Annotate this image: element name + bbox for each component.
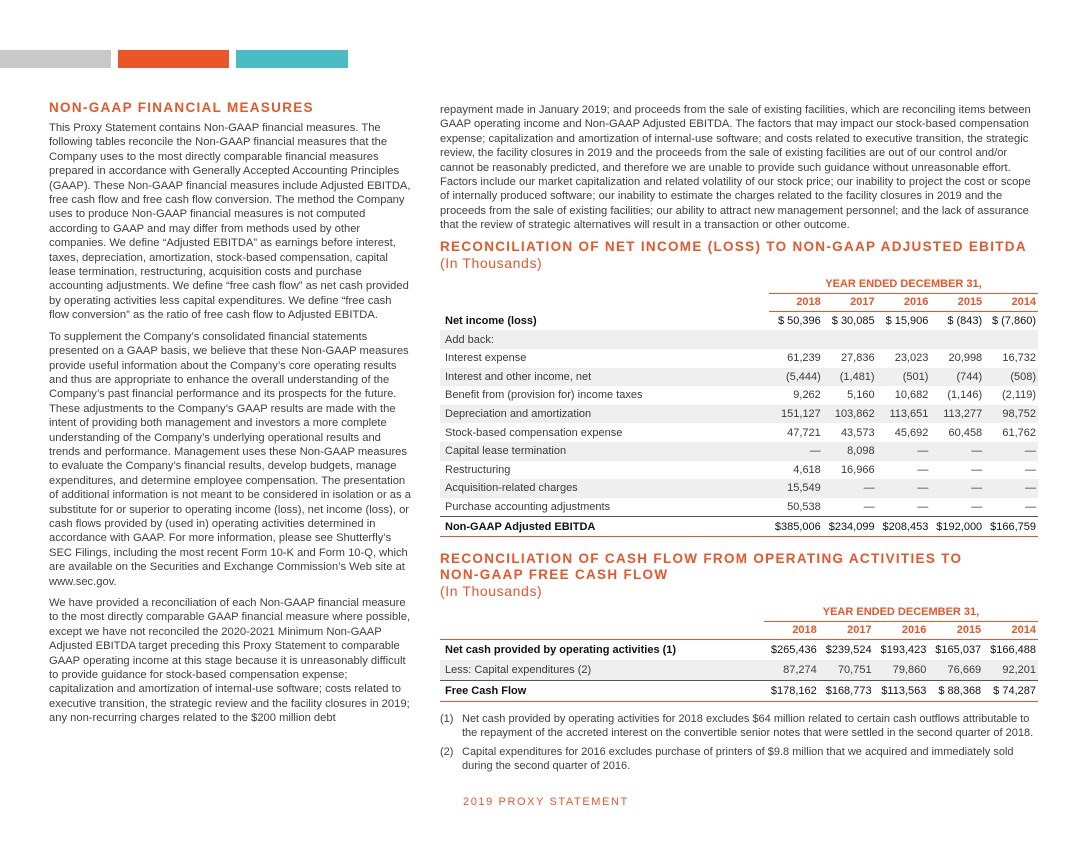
cell: $192,000 bbox=[930, 517, 984, 537]
cell: $385,006 bbox=[769, 517, 823, 537]
row-label: Purchase accounting adjustments bbox=[445, 500, 611, 513]
year-header: 2018 bbox=[769, 293, 823, 311]
cell: 79,860 bbox=[874, 660, 929, 681]
ebitda-table bbox=[440, 275, 1038, 537]
table-row bbox=[440, 442, 1038, 461]
cell: — bbox=[917, 463, 929, 476]
table-row bbox=[440, 498, 1038, 517]
row-label: Capital lease termination bbox=[440, 442, 769, 461]
cell: — bbox=[984, 479, 1038, 498]
fcf-heading-line1: RECONCILIATION OF CASH FLOW FROM OPERATING ACTIVITIES TO bbox=[440, 550, 963, 566]
year-header: 2016 bbox=[874, 621, 929, 639]
cell: $166,488 bbox=[990, 643, 1036, 656]
paragraph-supplement: To supplement the Company’s consolidated financial statements presented on a GAAP basis, we believe that these Non-GAAP measures provide useful information about the Company’s core operating results and thus are appropriate to enhance the overall understanding of the Company’s past financial performance and its prospects for the future. These adjustments to the Company’s GAAP results are made with the intent of providing both management and investors a more complete understanding of the Company’s underlying operational results and trends and performance. Management uses these Non-GAAP measures to evaluate the Company’s financial results, develop budgets, manage expenditures, and determine employee compensation. The presentation of additional information is not meant to be considered in isolation or as a substitute for or superior to operating income (loss), net income (loss), or cash flows provided by (used in) operating activities determined in accordance with GAAP. For more information, please see Shutterfly’s SEC Filings, including the most recent Form 10-K and Form 10-Q, which are available on the Securities and Exchange Commission’s Web site at www.sec.gov. bbox=[49, 330, 411, 588]
right-column bbox=[440, 103, 1040, 778]
footnote bbox=[440, 712, 1040, 740]
fcf-table-units: (In Thousands) bbox=[440, 582, 543, 599]
cell: — bbox=[769, 442, 823, 461]
row-label: Interest expense bbox=[445, 352, 527, 365]
cell: 50,538 bbox=[787, 500, 821, 513]
cell: 10,682 bbox=[894, 389, 929, 402]
cell: 20,998 bbox=[948, 352, 983, 365]
cell: 113,277 bbox=[930, 405, 984, 424]
cell: 8,098 bbox=[823, 442, 877, 461]
cell: 151,127 bbox=[769, 405, 823, 424]
period-header: YEAR ENDED DECEMBER 31, bbox=[764, 603, 1038, 622]
cell: 113,651 bbox=[877, 405, 931, 424]
row-label: Add back: bbox=[440, 330, 769, 349]
cell: 61,239 bbox=[787, 352, 821, 365]
year-header-row bbox=[440, 621, 1038, 639]
footnote-number: (2) bbox=[440, 745, 454, 758]
row-label: Acquisition-related charges bbox=[440, 479, 769, 498]
page-footer: 2019 PROXY STATEMENT bbox=[463, 796, 629, 808]
cell: 92,201 bbox=[983, 660, 1038, 681]
cell: (508) bbox=[984, 368, 1038, 387]
cell: 23,023 bbox=[894, 352, 929, 365]
cell: — bbox=[863, 500, 875, 513]
cell: — bbox=[1025, 463, 1036, 476]
cell: 4,618 bbox=[793, 463, 821, 476]
cell: 5,160 bbox=[847, 389, 875, 402]
row-label: Restructuring bbox=[445, 463, 511, 476]
paragraph-reconciliation: We have provided a reconciliation of each Non-GAAP financial measure to the most directly comparable GAAP financial measure where possible, except we have not reconciled the 2020-2021 Minimum Non-GAAP Adjusted EBITDA target preceding this Proxy Statement to comparable GAAP operating income at this stage because it is unreasonably difficult to provide guidance for stock-based compensation expense; capitalization and amortization of internal-use software; costs related to executive transition, the strategic review and the facility closures in 2019; any non-recurring charges related to the $200 million debt bbox=[49, 597, 411, 725]
cell: (2,119) bbox=[1001, 389, 1036, 402]
row-label: Net cash provided by operating activities (1) bbox=[445, 643, 677, 656]
row-label: Stock-based compensation expense bbox=[445, 426, 623, 439]
cell: $ 74,287 bbox=[983, 680, 1038, 701]
left-column bbox=[49, 100, 411, 733]
cell: — bbox=[1025, 500, 1036, 513]
year-header: 2017 bbox=[823, 293, 877, 311]
row-label: Free Cash Flow bbox=[440, 680, 764, 701]
footnote-text: Net cash provided by operating activities for 2018 excludes $64 million related to certain cash outflows attributable to the repayment of the accreted interest on the convertible senior notes that were settled in the second quarter of 2018. bbox=[462, 712, 1034, 739]
cell: $ 15,906 bbox=[885, 315, 929, 328]
table-row bbox=[440, 461, 1038, 480]
footnote-text: Capital expenditures for 2016 excludes purchase of printers of $9.8 million that we acquired and immediately sold during the second quarter of 2016. bbox=[462, 745, 1014, 772]
cell: 45,692 bbox=[894, 426, 929, 439]
cell: 15,549 bbox=[769, 479, 823, 498]
cell: (5,444) bbox=[769, 368, 823, 387]
cell: $265,436 bbox=[770, 643, 817, 656]
footnote bbox=[440, 745, 1040, 773]
cell: $166,759 bbox=[984, 517, 1038, 537]
period-row bbox=[440, 275, 1038, 294]
cell: 87,274 bbox=[764, 660, 819, 681]
row-label: Less: Capital expenditures (2) bbox=[440, 660, 764, 681]
table-row bbox=[440, 405, 1038, 424]
cell: (1,481) bbox=[823, 368, 877, 387]
cell: $193,423 bbox=[880, 643, 927, 656]
cell: 16,732 bbox=[1002, 352, 1036, 365]
row-label: Benefit from (provision for) income taxes bbox=[445, 389, 643, 402]
fcf-table bbox=[440, 603, 1038, 702]
year-header-row bbox=[440, 293, 1038, 311]
teal-color-bar bbox=[236, 50, 348, 68]
gray-color-bar bbox=[0, 50, 111, 68]
ebitda-table-heading: RECONCILIATION OF NET INCOME (LOSS) TO NON-GAAP ADJUSTED EBITDA bbox=[440, 238, 1027, 254]
year-header: 2015 bbox=[930, 293, 984, 311]
table-row bbox=[440, 368, 1038, 387]
table-row bbox=[440, 386, 1038, 405]
year-header: 2018 bbox=[764, 621, 819, 639]
row-label: Net income (loss) bbox=[445, 314, 537, 327]
cell: — bbox=[984, 442, 1038, 461]
table-row bbox=[440, 639, 1038, 660]
table-row bbox=[440, 660, 1038, 681]
year-header: 2016 bbox=[877, 293, 931, 311]
cell: $239,524 bbox=[825, 643, 872, 656]
cell: $ 88,368 bbox=[928, 680, 983, 701]
cell: — bbox=[930, 442, 984, 461]
cell: 98,752 bbox=[984, 405, 1038, 424]
fcf-heading-line2: NON-GAAP FREE CASH FLOW bbox=[440, 566, 669, 582]
cell: 27,836 bbox=[840, 352, 875, 365]
table-row bbox=[440, 479, 1038, 498]
paragraph-continuation: repayment made in January 2019; and proceeds from the sale of existing facilities, which are reconciling items between GAAP operating income and Non-GAAP Adjusted EBITDA. The factors that may impact our stock-based compensation expense; capitalization and amortization of internal-use software; and costs related to executive transition, the strategic review, the facility closures in 2019 and the proceeds from the sale of existing facilities are out of our control and/or cannot be reasonably predicted, and therefore we are unable to provide such guidance without unreasonable effort. Factors include our market capitalization and related volatility of our stock price; our inability to project the cost or scope of internally produced software; our inability to estimate the charges related to the facility closures in 2019 and the proceeds from the sale of existing facilities; our ability to attract new management personnel; and the lack of assurance that the review of strategic alternatives will result in a transaction or other outcome. bbox=[440, 104, 1031, 232]
cell: — bbox=[877, 442, 931, 461]
table-row bbox=[440, 423, 1038, 442]
row-label: Non-GAAP Adjusted EBITDA bbox=[440, 517, 769, 537]
cell: 16,966 bbox=[840, 463, 875, 476]
table-row bbox=[440, 349, 1038, 368]
period-row bbox=[440, 603, 1038, 622]
cell: (1,146) bbox=[947, 389, 983, 402]
section-heading: NON-GAAP FINANCIAL MEASURES bbox=[49, 100, 314, 115]
cell: 70,751 bbox=[819, 660, 874, 681]
cell: $178,162 bbox=[764, 680, 819, 701]
period-header: YEAR ENDED DECEMBER 31, bbox=[769, 275, 1038, 294]
row-label: Depreciation and amortization bbox=[440, 405, 769, 424]
cell: $ 50,396 bbox=[777, 315, 821, 328]
year-header: 2017 bbox=[819, 621, 874, 639]
cell: $ (843) bbox=[947, 315, 983, 328]
cell: (501) bbox=[877, 368, 931, 387]
cell: $165,037 bbox=[935, 643, 982, 656]
table-row bbox=[440, 330, 1038, 349]
paragraph-definitions: This Proxy Statement contains Non-GAAP financial measures. The following tables reconcile the Non-GAAP financial measures that the Company uses to the most directly comparable financial measures prepared in accordance with Generally Accepted Accounting Principles (GAAP). These Non-GAAP financial measures include Adjusted EBITDA, free cash flow and free cash flow conversion. The method the Company uses to produce Non-GAAP financial measures is not computed according to GAAP and may differ from methods used by other companies. We define “Adjusted EBITDA” as earnings before interest, taxes, depreciation, amortization, stock-based compensation, capital lease termination, restructuring, acquisition costs and purchase accounting adjustments. We define “free cash flow” as net cash provided by operating activities less capital expenditures. We define “free cash flow conversion” as the ratio of free cash flow to Adjusted EBITDA. bbox=[49, 122, 411, 322]
cell: $168,773 bbox=[819, 680, 874, 701]
cell: 9,262 bbox=[793, 389, 821, 402]
table-total-row bbox=[440, 680, 1038, 701]
cell: (744) bbox=[930, 368, 984, 387]
cell: — bbox=[917, 500, 929, 513]
cell: 61,762 bbox=[1002, 426, 1036, 439]
cell: — bbox=[930, 479, 984, 498]
cell: $ 30,085 bbox=[831, 315, 875, 328]
cell: $ (7,860) bbox=[991, 315, 1036, 328]
table-row bbox=[440, 311, 1038, 330]
ebitda-table-units: (In Thousands) bbox=[440, 254, 543, 271]
cell: 103,862 bbox=[823, 405, 877, 424]
cell: — bbox=[823, 479, 877, 498]
year-header: 2014 bbox=[983, 621, 1038, 639]
cell: $208,453 bbox=[877, 517, 931, 537]
cell: 76,669 bbox=[928, 660, 983, 681]
orange-color-bar bbox=[118, 50, 229, 68]
year-header: 2014 bbox=[984, 293, 1038, 311]
footnote-number: (1) bbox=[440, 712, 454, 725]
cell: — bbox=[877, 479, 931, 498]
table-total-row bbox=[440, 517, 1038, 537]
fcf-table-heading bbox=[440, 551, 1040, 583]
row-label: Interest and other income, net bbox=[440, 368, 769, 387]
cell: 43,573 bbox=[840, 426, 875, 439]
cell: $113,563 bbox=[874, 680, 929, 701]
cell: — bbox=[971, 500, 983, 513]
cell: — bbox=[971, 463, 983, 476]
cell: $234,099 bbox=[823, 517, 877, 537]
cell: 47,721 bbox=[787, 426, 821, 439]
cell: 60,458 bbox=[948, 426, 983, 439]
year-header: 2015 bbox=[928, 621, 983, 639]
